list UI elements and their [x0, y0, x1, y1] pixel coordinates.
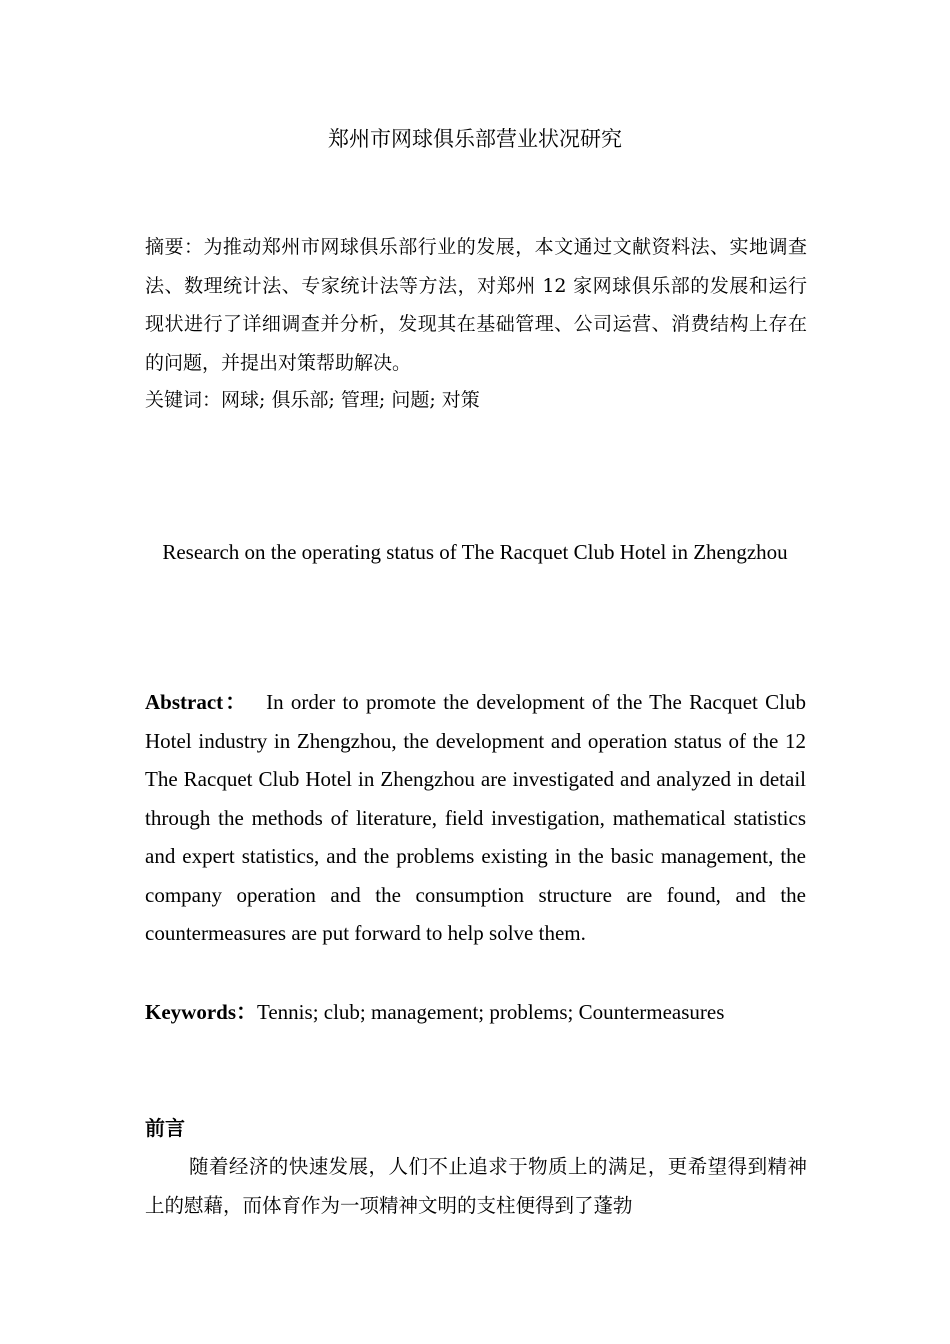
section-heading-preface: 前言 [145, 1116, 185, 1140]
chinese-abstract-text: 为推动郑州市网球俱乐部行业的发展，本文通过文献资料法、实地调查法、数理统计法、专家统计法等方法，对郑州 12 家网球俱乐部的发展和运行现状进行了详细调查并分析，发现其在基础管理、公司运营、消费结构上存在的问题，并提出对策帮助解决。 [145, 236, 807, 374]
chinese-keywords-text: 网球; 俱乐部; 管理; 问题; 对策 [221, 389, 480, 411]
english-keywords-label: Keywords： [145, 1000, 257, 1024]
english-abstract-label: Abstract： [145, 690, 249, 714]
english-abstract [145, 683, 806, 953]
chinese-keywords-label: 关键词： [145, 389, 222, 411]
chinese-abstract [145, 228, 807, 382]
english-keywords-text: Tennis; club; management; problems; Countermeasures [257, 1000, 725, 1024]
intro-paragraph: 随着经济的快速发展，人们不止追求于物质上的满足，更希望得到精神上的慰藉，而体育作为一项精神文明的支柱便得到了蓬勃 [145, 1155, 807, 1217]
chinese-keywords [145, 381, 807, 419]
english-abstract-text: In order to promote the development of the The Racquet Club Hotel industry in Zhengzhou, the development and operation status of the 12 The Racquet Club Hotel in Zhengzhou are investigated and analyzed in detail through the methods of literature, field investigation, mathematical statistics and expert statistics, and the problems existing in the basic management, the company operation and the consumption structure are found, and the countermeasures are put forward to help solve them. [145, 690, 806, 945]
chinese-abstract-label: 摘要： [145, 236, 204, 258]
english-title: Research on the operating status of The Racquet Club Hotel in Zhengzhou [162, 540, 788, 564]
english-keywords [145, 993, 807, 1031]
chinese-title: 郑州市网球俱乐部营业状况研究 [328, 127, 622, 151]
